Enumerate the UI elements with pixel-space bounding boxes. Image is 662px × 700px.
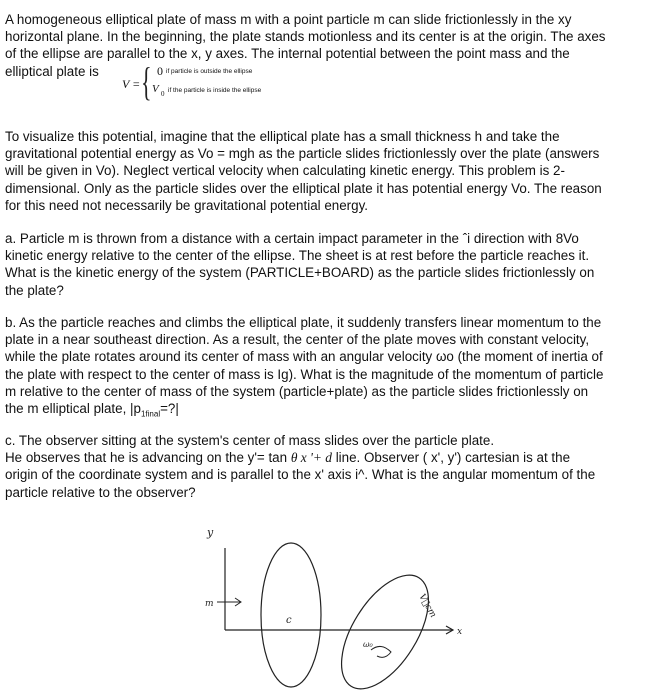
formula-case2-value: V (152, 83, 159, 95)
text-line: the plate? (5, 282, 64, 298)
formula-lhs: V = (122, 77, 141, 91)
text-line: a. Particle m is thrown from a distance with a certain impact parameter in the ˆi direction with 8Vo (5, 231, 579, 246)
visualization-paragraph (5, 128, 657, 214)
math-expression: θ x '+ d (290, 450, 332, 466)
text-line: for this need not necessarily be gravitational potential energy. (5, 197, 369, 213)
text-line (5, 400, 657, 423)
formula-case1-value: 0 (157, 64, 163, 78)
question-a (5, 230, 657, 299)
text-line (5, 449, 657, 466)
text-line: of the ellipse are parallel to the x, y axes. The internal potential between the point mass and the (5, 46, 570, 62)
text-line: What is the kinetic energy of the system (PARTICLE+BOARD) as the particle slides frictionlessly on (5, 265, 595, 281)
text-fragment: line. Observer ( x', y') cartesian is at the (331, 450, 571, 466)
text-line: kinetic energy relative to the center of the ellipse. The sheet is at rest before the particle reaches it. (5, 248, 590, 264)
text-line: To visualize this potential, imagine that the elliptical plate has a small thickness h and take the (5, 129, 560, 144)
intro-paragraph (5, 11, 657, 80)
formula-case2-text: if the particle is inside the ellipse (168, 87, 262, 94)
text-fragment: the m elliptical plate, |p (5, 401, 141, 417)
text-line: A homogeneous elliptical plate of mass m with a point particle m can slide frictionlessly in the xy (5, 12, 572, 27)
text-line: particle relative to the observer? (5, 484, 196, 500)
text-line: plate in a near southeast direction. As a result, the center of the plate moves with constant velocity, (5, 332, 590, 348)
angular-velocity-label: ω₀ (363, 640, 373, 649)
formula-case2-subscript: 0 (161, 90, 165, 98)
formula-brace: { (141, 59, 152, 104)
particle-mass-label: m (205, 599, 214, 609)
question-b (5, 314, 657, 423)
text-line: gravitational potential energy as Vo = mgh as the particle slides frictionlessly over the plate (answers (5, 146, 600, 162)
text-line: origin of the coordinate system and is parallel to the x' axis i^. What is the angular momentum of the (5, 467, 596, 483)
formula-case1-text: if particle is outside the ellipse (166, 68, 253, 75)
velocity-cm-label: V⃗cm (416, 592, 438, 620)
text-line: the plate with respect to the center of mass is Ig). What is the magnitude of the momentum of particle (5, 366, 604, 382)
x-axis-label: x (457, 627, 463, 637)
ellipse-diagram (195, 520, 475, 695)
text-fragment: =?| (160, 401, 179, 417)
center-label: c (286, 615, 292, 626)
text-line: m relative to the center of mass of the system (particle+plate) as the particle slides frictionlessly on (5, 383, 589, 399)
y-axis-label: y (207, 526, 214, 539)
question-c (5, 432, 657, 501)
rotation-arrow-icon (371, 646, 391, 657)
text-line: will be given in Vo). Neglect vertical velocity when calculating kinetic energy. This problem is 2- (5, 163, 565, 179)
text-line: horizontal plane. In the beginning, the plate stands motionless and its center is at the origin. The axes (5, 29, 606, 45)
text-fragment: He observes that he is advancing on the y'= tan (5, 450, 291, 466)
text-line: elliptical plate is (5, 63, 99, 79)
elliptical-plate-rotated (324, 561, 446, 695)
text-line: while the plate rotates around its center of mass with an angular velocity ωo (the moment of inertia of (5, 349, 603, 365)
text-line: b. As the particle reaches and climbs the elliptical plate, it suddenly transfers linear momentum to the (5, 315, 602, 330)
text-line: dimensional. Only as the particle slides over the elliptical plate it has potential energy Vo. The reason (5, 180, 602, 196)
subscript: 1final (140, 409, 161, 419)
text-line: c. The observer sitting at the system's center of mass slides over the particle plate. (5, 433, 495, 448)
